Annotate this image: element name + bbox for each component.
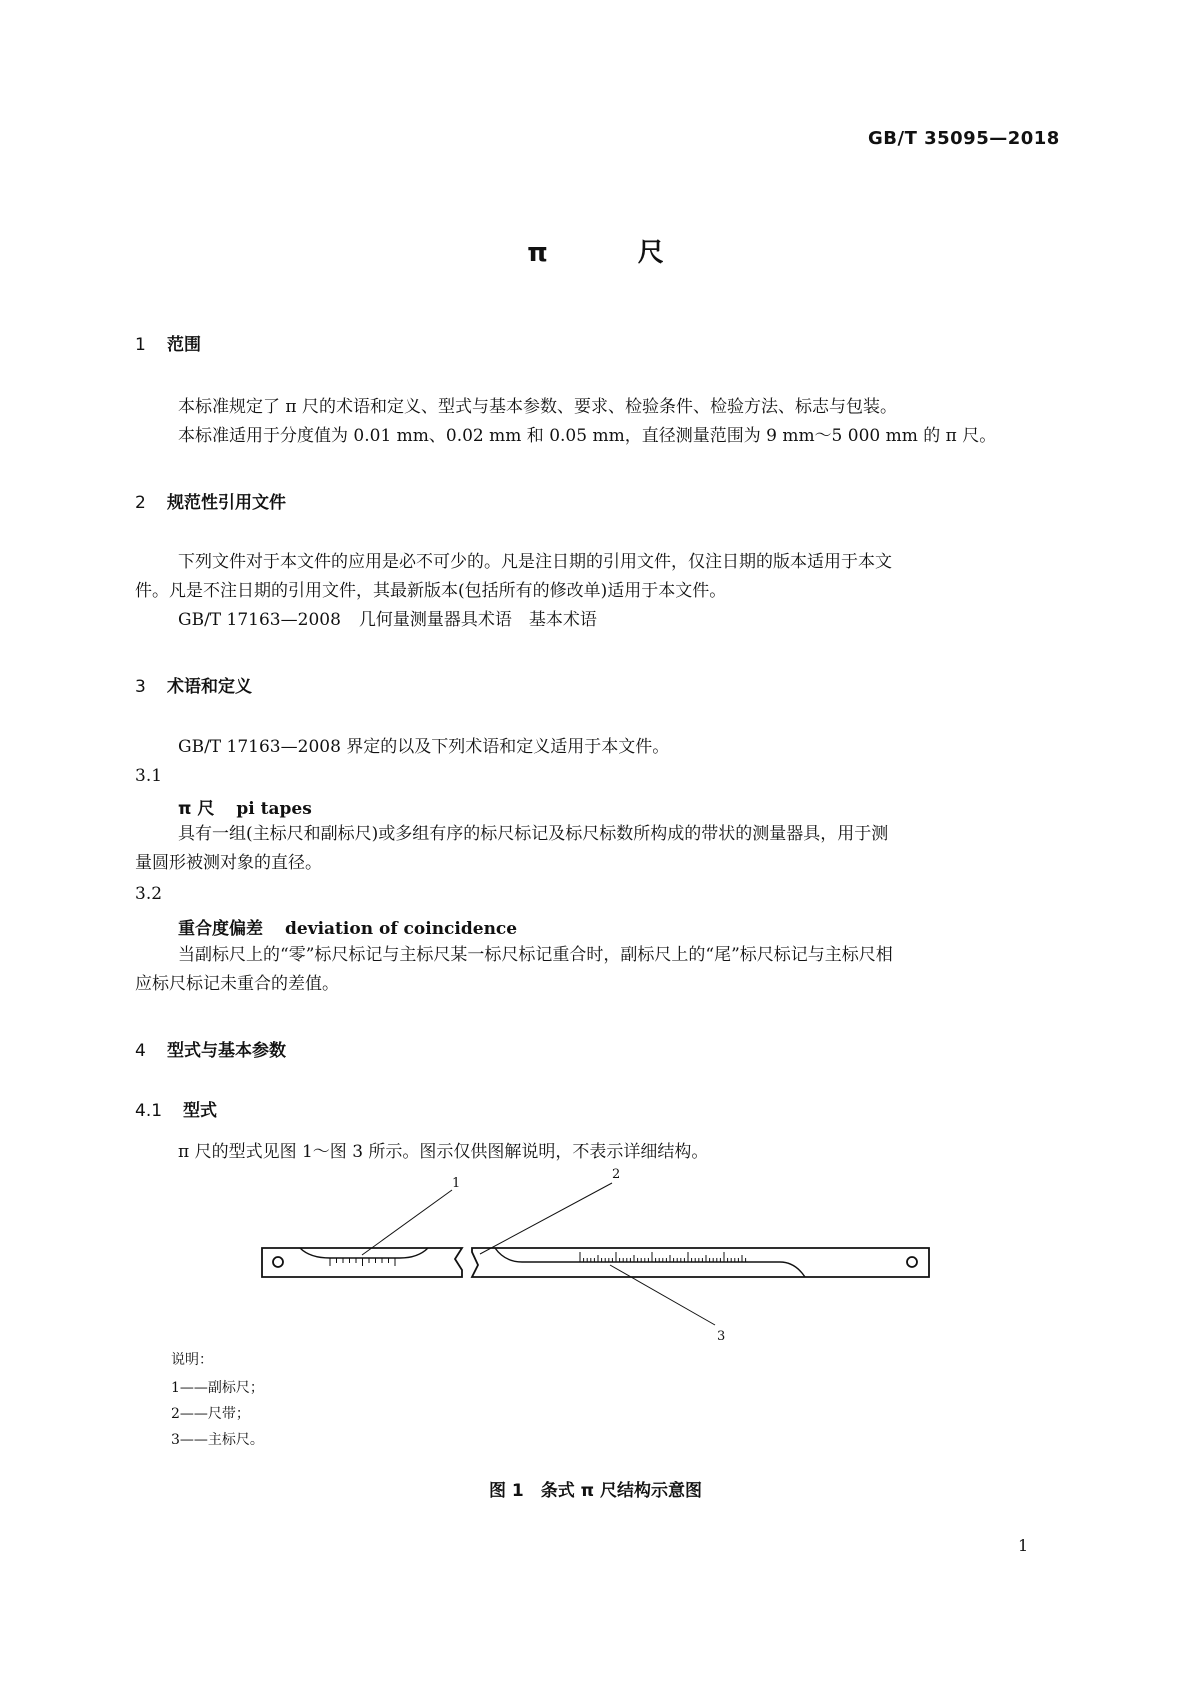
section-title: 型式与基本参数 — [167, 1041, 286, 1061]
right-hole — [907, 1257, 917, 1267]
page-number: 1 — [1018, 1536, 1029, 1555]
section-title: 术语和定义 — [167, 677, 252, 697]
section-title: 范围 — [167, 335, 201, 355]
section-number: 1 — [135, 335, 146, 355]
figure-label-1: 1 — [452, 1176, 461, 1191]
term-3-1-definition-line-2: 量圆形被测对象的直径。 — [135, 853, 322, 873]
term-chinese: 重合度偏差 — [178, 919, 263, 939]
section-4-1-paragraph: π 尺的型式见图 1～图 3 所示。图示仅供图解说明，不表示详细结构。 — [178, 1142, 709, 1162]
left-hole — [273, 1257, 283, 1267]
term-3-1-number: 3.1 — [135, 766, 163, 786]
section-number: 4 — [135, 1041, 146, 1061]
leader-line-3 — [610, 1265, 715, 1325]
legend-item-1: 1——副标尺； — [171, 1380, 264, 1396]
leader-line-1 — [362, 1190, 452, 1255]
section-title: 规范性引用文件 — [167, 493, 286, 513]
term-english: deviation of coincidence — [285, 919, 518, 939]
figure-label-3: 3 — [717, 1329, 726, 1344]
tape-narrow-left — [495, 1248, 805, 1277]
section-1-paragraph-1: 本标准规定了 π 尺的术语和定义、型式与基本参数、要求、检验条件、检验方法、标志与包装。 — [178, 397, 897, 417]
term-3-2-definition-line-1: 当副标尺上的“零”标尺标记与主标尺某一标尺标记重合时，副标尺上的“尾”标尺标记与主标尺相 — [178, 945, 893, 965]
legend-item-3: 3——主标尺。 — [171, 1432, 264, 1448]
legend-title: 说明： — [171, 1352, 213, 1368]
section-2-paragraph-line-1: 下列文件对于本文件的应用是必不可少的。凡是注日期的引用文件，仅注日期的版本适用于本文 — [178, 552, 892, 572]
section-2-paragraph-line-2: 件。凡是不注日期的引用文件，其最新版本(包括所有的修改单)适用于本文件。 — [135, 581, 727, 601]
section-3-intro: GB/T 17163—2008 界定的以及下列术语和定义适用于本文件。 — [178, 737, 670, 757]
title-ruler: 尺 — [637, 238, 664, 268]
figure-caption: 图 1 条式 π 尺结构示意图 — [488, 1481, 703, 1501]
term-3-2-number: 3.2 — [135, 884, 163, 904]
section-number: 4.1 — [135, 1101, 163, 1121]
section-number: 3 — [135, 677, 146, 697]
reference-code: GB/T 17163—2008 — [178, 610, 341, 630]
term-english: pi tapes — [236, 799, 312, 819]
figure-label-2: 2 — [612, 1167, 621, 1182]
standard-code: GB/T 35095—2018 — [868, 128, 1060, 149]
title-pi: π — [527, 238, 548, 268]
reference-title: 几何量测量器具术语 基本术语 — [358, 610, 597, 630]
legend-item-2: 2——尺带； — [171, 1406, 250, 1422]
term-chinese: π 尺 — [178, 799, 215, 819]
term-3-1-definition-line-1: 具有一组(主标尺和副标尺)或多组有序的标尺标记及标尺标数所构成的带状的测量器具，用于测 — [178, 824, 889, 844]
term-3-2-definition-line-2: 应标尺标记未重合的差值。 — [135, 974, 339, 994]
section-title: 型式 — [183, 1101, 217, 1121]
section-number: 2 — [135, 493, 146, 513]
leader-line-2 — [480, 1183, 612, 1254]
section-1-paragraph-2: 本标准适用于分度值为 0.01 mm、0.02 mm 和 0.05 mm，直径测量范围为 9 mm～5 000 mm 的 π 尺。 — [178, 426, 997, 446]
